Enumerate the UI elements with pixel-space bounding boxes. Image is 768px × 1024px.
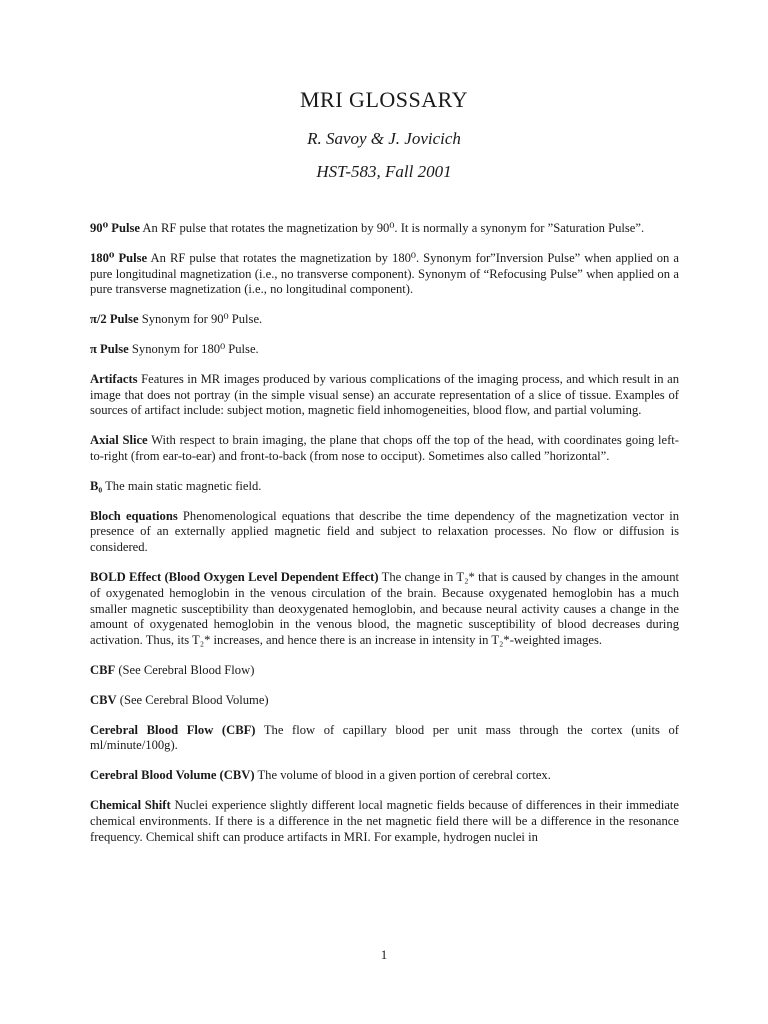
glossary-definition: Synonym for 90⁰ Pulse. — [141, 312, 263, 327]
glossary-entry — [90, 479, 679, 495]
glossary-entry — [90, 372, 679, 419]
glossary-term: π Pulse — [90, 341, 129, 356]
glossary-definition: The main static magnetic field. — [105, 478, 262, 493]
glossary-term: B₀ — [90, 478, 103, 493]
glossary-entry — [90, 570, 679, 649]
glossary-term: CBF — [90, 662, 116, 677]
glossary-term: CBV — [90, 692, 117, 707]
glossary-definition: The volume of blood in a given portion of cerebral cortex. — [257, 768, 551, 783]
glossary-term: 180⁰ Pulse — [90, 250, 148, 265]
document-authors: R. Savoy & J. Jovicich — [307, 129, 461, 148]
glossary-definition: An RF pulse that rotates the magnetization by 90⁰. It is normally a synonym for ”Saturation Pulse”. — [142, 221, 645, 235]
glossary-definition: The flow of capillary blood per unit mass through the cortex (units of ml/minute/100g). — [90, 722, 679, 753]
glossary-definition: With respect to brain imaging, the plane that chops off the top of the head, with coordinates going left-to-right (from ear-to-ear) and front-to-back (from nose to occiput). Sometimes also called ”horizontal”. — [90, 433, 679, 463]
glossary-term: π/2 Pulse — [90, 312, 139, 327]
glossary-definition: Features in MR images produced by various complications of the imaging process, and which result in an image that does not portray (in the simple visual sense) an accurate representation of a slice of tissue. Examples of sources of artifact include: subject motion, magnetic field inhomogeneities, blood flow, and partial voluming. — [90, 371, 679, 418]
glossary-entry — [90, 693, 679, 709]
glossary-entry — [90, 509, 679, 556]
glossary-definition: Phenomenological equations that describe the time dependency of the magnetization vector in presence of an externally applied magnetic field and subject to relaxation processes. No flow or diffusion is considered. — [90, 508, 679, 555]
glossary-entry — [90, 221, 679, 237]
document-title: MRI GLOSSARY — [300, 87, 468, 112]
glossary-definition: An RF pulse that rotates the magnetization by 180⁰. Synonym for”Inversion Pulse” when applied on a pure longitudinal magnetization (i.e., no transverse component). Synonym of “Refocusing Pulse” when applied on a pure transverse magnetization (i.e., no longitudinal component). — [90, 250, 679, 297]
glossary-entry — [90, 768, 679, 784]
glossary-entry — [90, 663, 679, 679]
glossary-entry — [90, 312, 679, 328]
glossary-term: Cerebral Blood Volume (CBV) — [90, 768, 255, 783]
glossary-definition: The change in T₂* that is caused by changes in the amount of oxygenated hemoglobin in the venous circulation of the brain. Because oxygenated hemoglobin has a much smaller magnetic susceptibility than deoxygenated hemoglobin, and because neural activity causes a change in the amount of oxygenated hemoglobin in the venous blood, the magnetic susceptibility of blood decreases during activation. Thus, its T₂* increases, and hence there is an increase in intensity in T₂*-weighted images. — [90, 569, 679, 648]
glossary-entries — [90, 221, 679, 859]
glossary-definition: (See Cerebral Blood Flow) — [118, 662, 255, 677]
glossary-term: Chemical Shift — [90, 797, 171, 812]
glossary-entry — [90, 433, 679, 465]
glossary-entry — [90, 723, 679, 755]
glossary-entry — [90, 342, 679, 358]
glossary-term: 90⁰ Pulse — [90, 221, 140, 235]
page-number: 1 — [380, 947, 388, 962]
glossary-definition: Nuclei experience slightly different local magnetic fields because of differences in their immediate chemical environments. If there is a difference in the net magnetic field there will be a difference in the resonance frequency. Chemical shift can produce artifacts in MRI. For example, hydrogen nuclei in — [90, 797, 680, 844]
glossary-definition: (See Cerebral Blood Volume) — [119, 692, 269, 707]
glossary-term: Artifacts — [90, 371, 138, 386]
glossary-entry — [90, 798, 679, 845]
glossary-entry — [90, 251, 679, 298]
glossary-term: BOLD Effect (Blood Oxygen Level Dependent Effect) — [90, 569, 379, 584]
document-course: HST-583, Fall 2001 — [316, 162, 452, 181]
glossary-term: Bloch equations — [90, 508, 178, 523]
glossary-term: Axial Slice — [90, 433, 148, 448]
glossary-definition: Synonym for 180⁰ Pulse. — [131, 341, 259, 356]
glossary-term: Cerebral Blood Flow (CBF) — [90, 722, 256, 737]
